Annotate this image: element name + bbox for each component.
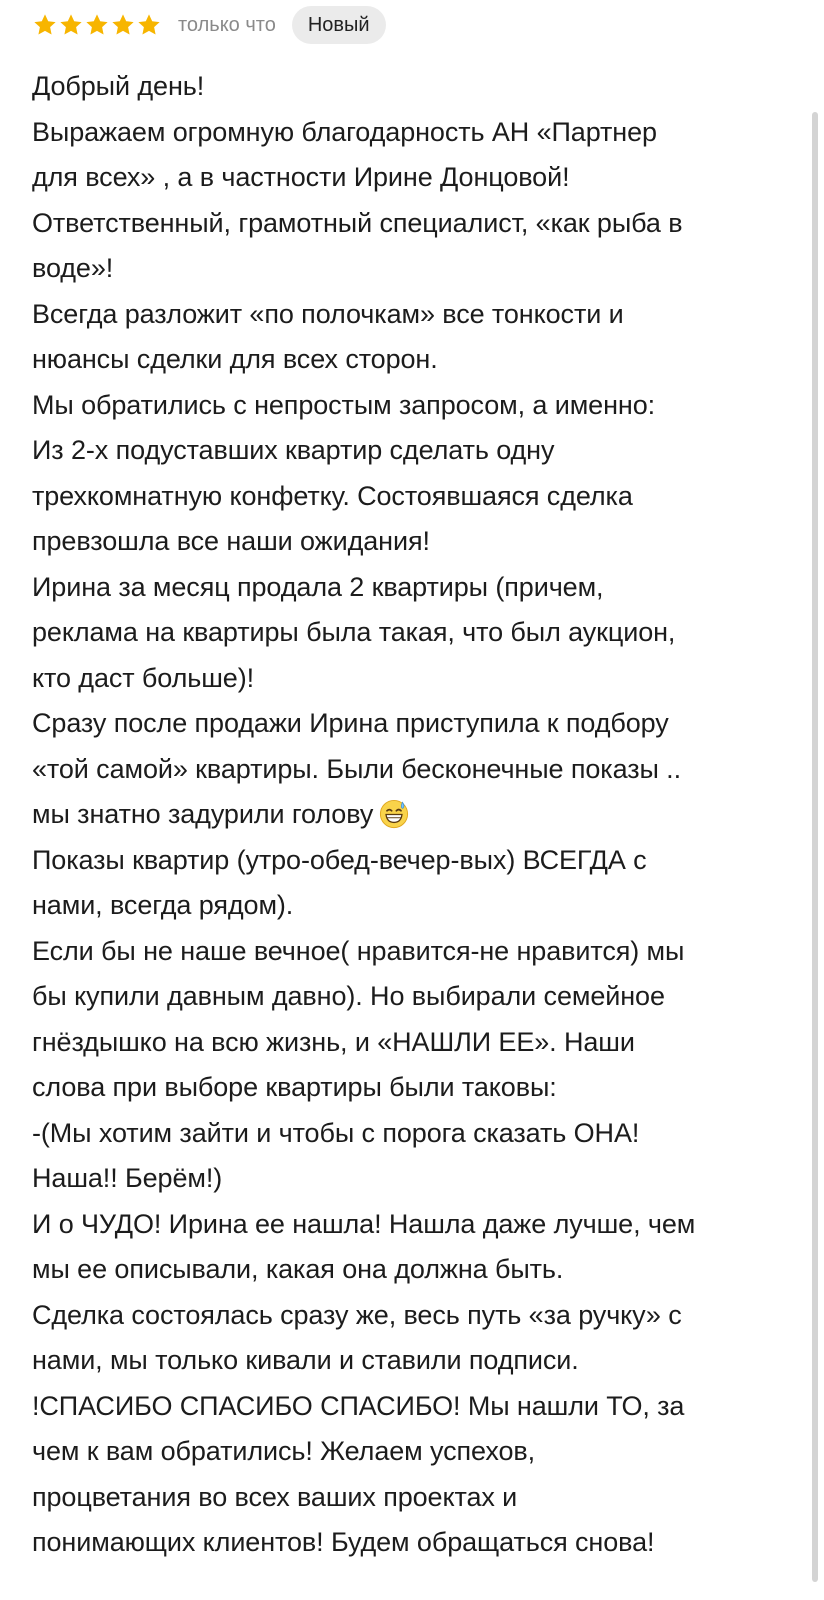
review-line (32, 1293, 802, 1339)
review-line-text: Показы квартир (утро-обед-вечер-вых) ВСЕГДА с (32, 844, 647, 875)
review-line (32, 428, 802, 474)
review-line (32, 110, 802, 156)
review-line (32, 1520, 802, 1566)
review-line (32, 383, 802, 429)
review-line-text: Всегда разложит «по полочкам» все тонкости и (32, 298, 624, 329)
review-line (32, 1247, 802, 1293)
review-line (32, 474, 802, 520)
review-line-text: И о ЧУДО! Ирина ее нашла! Нашла даже лучше, чем (32, 1208, 696, 1239)
review-line (32, 1338, 802, 1384)
review-line (32, 337, 802, 383)
review-line-text: гнёздышко на всю жизнь, и «НАШЛИ ЕЕ». Наши (32, 1026, 635, 1057)
review-line-text: реклама на квартиры была такая, что был аукцион, (32, 617, 676, 647)
review-line-text: мы знатно задурили голову (32, 799, 374, 829)
review-line-text: Выражаем огромную благодарность АН «Партнер (32, 116, 657, 147)
star-icon (136, 12, 162, 38)
review-line-text: слова при выборе квартиры были таковы: (32, 1072, 557, 1102)
review-line (32, 747, 802, 793)
review-time: только что (178, 14, 276, 36)
review-line (32, 1384, 802, 1430)
review-line (32, 1475, 802, 1521)
review-line (32, 883, 802, 929)
review-line-text: трехкомнатную конфетку. Состоявшаяся сделка (32, 480, 633, 511)
review-line (32, 792, 802, 838)
review-line-text: воде»! (32, 253, 114, 283)
review-line-text: понимающих клиентов! Будем обращаться снова! (32, 1527, 655, 1557)
review-line-text: Ирина за месяц продала 2 квартиры (причем, (32, 571, 604, 602)
review-line (32, 519, 802, 565)
review-line-text: чем к вам обратились! Желаем успехов, (32, 1436, 536, 1466)
review-line (32, 974, 802, 1020)
review-line (32, 610, 802, 656)
review-line-text: Если бы не наше вечное( нравится-не нравится) мы (32, 935, 685, 966)
review-line (32, 838, 802, 884)
star-icon (32, 12, 58, 38)
review-line (32, 565, 802, 611)
review-line-text: «той самой» квартиры. Были бесконечные показы .. (32, 753, 681, 784)
review-header (32, 6, 386, 44)
review-line (32, 1202, 802, 1248)
review-line-text: -(Мы хотим зайти и чтобы с порога сказать ОНА! (32, 1117, 640, 1148)
review-line-text: Сделка состоялась сразу же, весь путь «за ручку» с (32, 1299, 682, 1330)
review-line (32, 929, 802, 975)
review-line-text: превзошла все наши ожидания! (32, 526, 430, 556)
review-line (32, 292, 802, 338)
star-icon (58, 12, 84, 38)
review-line-text: нами, всегда рядом). (32, 890, 294, 920)
review-line (32, 155, 802, 201)
review-line-text: мы ее описывали, какая она должна быть. (32, 1254, 564, 1284)
review-line-text: процветания во всех ваших проектах и (32, 1481, 518, 1512)
review-line-text: !СПАСИБО СПАСИБО СПАСИБО! Мы нашли ТО, за (32, 1390, 685, 1421)
review-line (32, 701, 802, 747)
review-line (32, 201, 802, 247)
new-badge: Новый (292, 6, 386, 44)
review-line (32, 246, 802, 292)
review-line-text: бы купили давным давно). Но выбирали семейное (32, 981, 665, 1011)
review-line (32, 1111, 802, 1157)
review-line-text: Из 2-х подуставших квартир сделать одну (32, 435, 555, 465)
star-icon (84, 12, 110, 38)
review-line (32, 1156, 802, 1202)
review-line-text: Наша!! Берём!) (32, 1163, 223, 1193)
review-text (32, 64, 802, 1566)
review-line-text: нюансы сделки для всех сторон. (32, 344, 438, 374)
review-line-text: Добрый день! (32, 71, 205, 101)
review-line (32, 1429, 802, 1475)
review-line-text: нами, мы только кивали и ставили подписи. (32, 1345, 579, 1375)
review-line-text: для всех» , а в частности Ирине Донцовой! (32, 162, 570, 192)
review-line-text: Сразу после продажи Ирина приступила к подбору (32, 708, 669, 738)
review-line (32, 656, 802, 702)
star-rating (32, 12, 162, 38)
scrollbar[interactable] (812, 112, 818, 1582)
review-line-text: кто даст больше)! (32, 662, 255, 693)
review-line-text: Мы обратились с непростым запросом, а именно: (32, 389, 656, 420)
grinning-sweat-emoji-icon (379, 799, 409, 829)
star-icon (110, 12, 136, 38)
review-line (32, 1065, 802, 1111)
review-line (32, 1020, 802, 1066)
review-line (32, 64, 802, 110)
review-line-text: Ответственный, грамотный специалист, «как рыба в (32, 207, 683, 238)
